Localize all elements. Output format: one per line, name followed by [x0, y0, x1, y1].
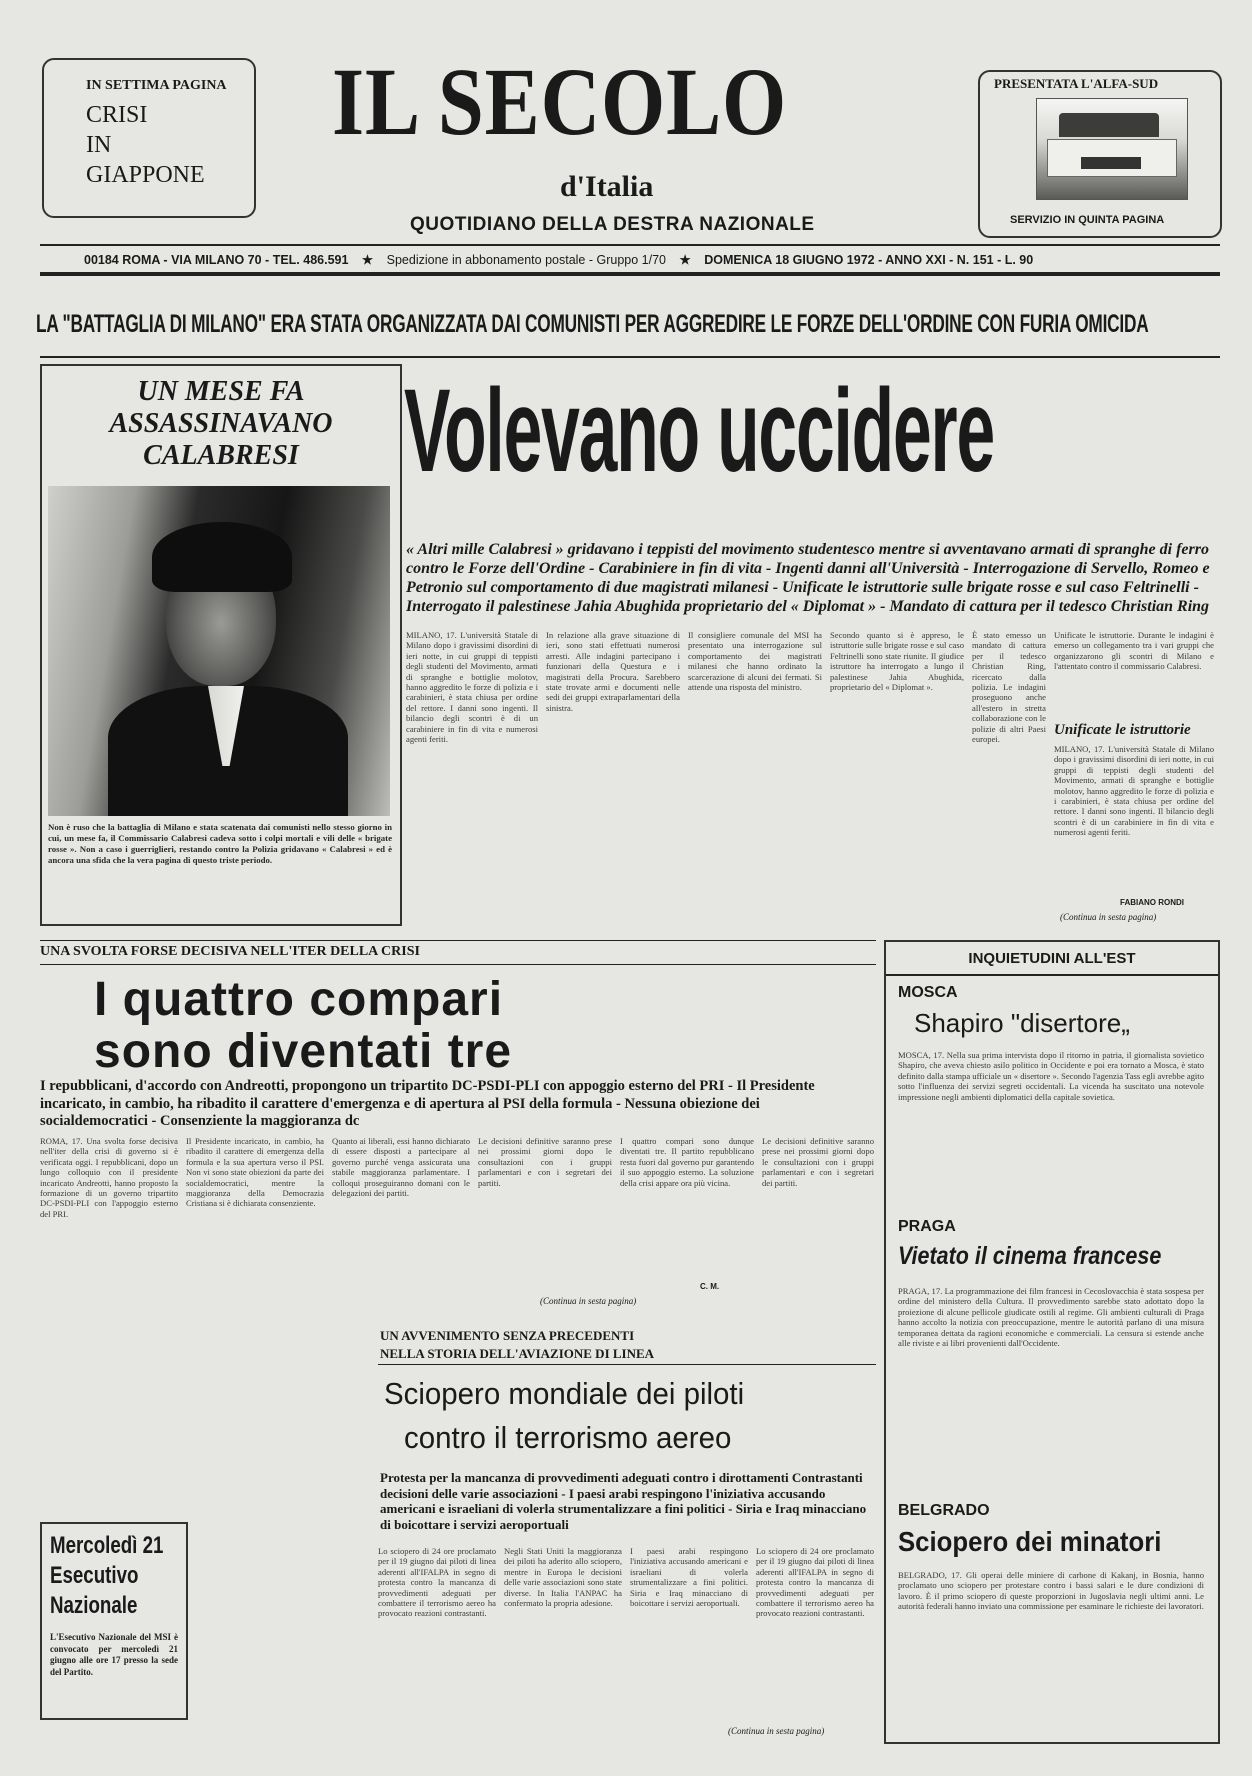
info-bar [84, 252, 1224, 267]
main-col-1: MILANO, 17. L'università Statale di Milano dopo i gravissimi disordini di ieri notte, in cui gruppi di teppisti degli studenti del Movimento, armati di spranghe e bottiglie molotov, hanno aggredito le forze di polizia e i carabinieri, è stata chiusa per ordine del rettore. I danni sono ingenti. Il bilancio degli scontri è di un carabiniere in fin di vita e numerosi agenti feriti. [406, 630, 538, 745]
main-col-6b: MILANO, 17. L'università Statale di Milano dopo i gravissimi disordini di ieri notte, in cui gruppi di teppisti degli studenti del Movimento, armati di spranghe e bottiglie molotov, hanno aggredito le forze di polizia e i carabinieri, è stata chiusa per ordine del rettore. I danni sono ingenti. Il bilancio degli scontri è di un carabiniere in fin di vita e numerosi agenti feriti. [1054, 744, 1214, 838]
masthead-title: IL SECOLO [332, 48, 788, 155]
belgrado-text: BELGRADO, 17. Gli operai delle miniere di carbone di Kakanj, in Bosnia, hanno proclamato uno sciopero per protestare contro i bassi salari e le dure condizioni di lavoro. È il primo sciopero di queste proporzioni in Jugoslavia negli ultimi anni. Le autorità federali hanno inviato una commissione per esaminare le richieste dei lavoratori. [898, 1570, 1204, 1612]
pilots-kicker-2: NELLA STORIA DELL'AVIAZIONE DI LINEA [380, 1346, 655, 1361]
mosca-text: MOSCA, 17. Nella sua prima intervista dopo il ritorno in patria, il giornalista sovietico Shapiro, che aveva chiesto asilo politico in Occidente e poi era tornato a Mosca, è stato definito dalla stampa ufficiale un « disertore ». Secondo l'agenzia Tass egli avrebbe agito sotto l'influenza dei servizi segreti occidentali. La vicenda ha suscitato una notevole impressione negli ambienti diplomatici della capitale sovietica. [898, 1050, 1204, 1102]
main-col-3: Il consigliere comunale del MSI ha presentato una interrogazione sul comportamento dei magistrati milanesi che hanno ordinato la scarcerazione di alcuni dei fermati. Si attende una risposta del ministro. [688, 630, 822, 693]
masthead-subtitle: d'Italia [560, 170, 654, 203]
pilots-lead: Protesta per la mancanza di provvedimenti adeguati contro i dirottamenti Contrastanti decisioni delle varie associazioni - I paesi arabi respingono l'iniziativa accusando americani e israeliani di volerla strumentalizzare a fini politici - Siria e Iraq minacciano di boicottare i servizi aeroportuali [380, 1470, 867, 1532]
mercoledi-title-3: Nazionale [50, 1592, 138, 1619]
star-icon: ★ [361, 253, 374, 267]
right-teaser-box[interactable] [978, 70, 1222, 238]
star-icon: ★ [679, 253, 691, 267]
pilots-col-4: Lo sciopero di 24 ore proclamato per il 19 giugno dai piloti di linea aderenti all'IFALPA in segno di protesta contro la mancanza di provvedimenti adeguati per combattere il terrorismo aereo ha provocato reazioni contrastanti. [756, 1546, 874, 1619]
left-teaser-line1: CRISI [86, 102, 148, 128]
belgrado-city: BELGRADO [898, 1502, 990, 1519]
praga-headline: Vietato il cinema francese [898, 1242, 1162, 1270]
info-bar-top-rule [40, 244, 1220, 246]
crisis-kicker: UNA SVOLTA FORSE DECISIVA NELL'ITER DELLA CRISI [40, 944, 420, 959]
pilots-kicker-1: UN AVVENIMENTO SENZA PRECEDENTI [380, 1328, 635, 1343]
main-signature: FABIANO RONDI [1120, 898, 1184, 907]
crisis-signature: C. M. [700, 1282, 720, 1291]
right-teaser-kicker: PRESENTATA L'ALFA-SUD [994, 76, 1159, 91]
photo-hair [152, 522, 292, 592]
praga-city: PRAGA [898, 1218, 956, 1235]
info-bar-bottom-rule [40, 272, 1220, 276]
est-header: INQUIETUDINI ALL'EST [968, 950, 1136, 967]
crisis-col-5: Le decisioni definitive saranno prese nei prossimi giorni dopo le consultazioni con i gruppi parlamentari e con i segretari dei partiti. [478, 1136, 612, 1188]
pilots-headline-2: contro il terrorismo aereo [404, 1420, 732, 1455]
car-grille [1081, 157, 1141, 169]
pilots-continue: (Continua in sesta pagina) [728, 1726, 825, 1736]
left-teaser-line3: GIAPPONE [86, 162, 205, 188]
main-col-5: È stato emesso un mandato di cattura per il tedesco Christian Ring, ricercato dalla polizia. Le indagini proseguono anche all'estero in stretta collaborazione con le polizie di altri Paesi europei. [972, 630, 1046, 745]
left-teaser-box[interactable] [42, 58, 256, 218]
mercoledi-title-1: Mercoledì 21 [50, 1532, 164, 1559]
crisis-headline-2: sono diventati tre [94, 1025, 513, 1078]
banner-headline: LA "BATTAGLIA DI MILANO" ERA STATA ORGANIZZATA DAI COMUNISTI PER AGGREDIRE LE FORZE DELL'ORDINE CON FURIA OMICIDA [36, 310, 1149, 338]
pilots-kicker-rule [378, 1364, 876, 1365]
crisis-top-rule [40, 940, 876, 941]
est-header-rule [886, 974, 1218, 976]
calabresi-photo [48, 486, 390, 816]
calabresi-headline-3: CALABRESI [143, 440, 299, 471]
praga-text: PRAGA, 17. La programmazione dei film francesi in Cecoslovacchia è stata sospesa per ordine del ministero della Cultura. Il provvedimento sarebbe stato adottato dopo la proiezione di alcune pellicole giudicate ostili al regime. Gli ambienti culturali di Praga hanno accolto la notizia con preoccupazione, mentre le autorità parlano di una misura temporanea dettata da ragioni economiche e commerciali. La censura si estende anche alle riviste e ai libri provenienti dall'Occidente. [898, 1286, 1204, 1349]
main-col-4: Secondo quanto si è appreso, le istruttorie sulle brigate rosse e sul caso Feltrinelli sono state riunite. Il giudice istruttore ha interrogato a lungo il palestinese Jahia Abughida, proprietario del « Diplomat ». [830, 630, 964, 693]
info-date: DOMENICA 18 GIUGNO 1972 - ANNO XXI - N. 151 - L. 90 [704, 253, 1034, 267]
main-headline: Volevano uccidere [404, 365, 994, 497]
info-address: 00184 ROMA - VIA MILANO 70 - TEL. 486.591 [84, 253, 349, 267]
crisis-col-7: Le decisioni definitive saranno prese nei prossimi giorni dopo le consultazioni con i gruppi parlamentari e con i segretari dei partiti. [762, 1136, 874, 1188]
crisis-headline-1: I quattro compari [94, 973, 504, 1026]
mosca-headline: Shapiro "disertore„ [914, 1008, 1130, 1038]
pilots-col-1: Lo sciopero di 24 ore proclamato per il 19 giugno dai piloti di linea aderenti all'IFALPA in segno di protesta contro la mancanza di provvedimenti adeguati per combattere il terrorismo aereo ha provocato reazioni contrastanti. [378, 1546, 496, 1619]
mercoledi-box[interactable] [40, 1522, 188, 1720]
crisis-lead: I repubblicani, d'accordo con Andreotti, propongono un tripartito DC-PSDI-PLI con appoggio esterno del PRI - Il Presidente incaricato, in cambio, ha ribadito il carattere d'emergenza e di apertura al PSI della formula - Nessuna obiezione dei socialdemocratici - Consenziente la maggioranza dc [40, 1078, 815, 1129]
crisis-col-3: Quanto ai liberali, essi hanno dichiarato di essere disposti a partecipare al governo purché venga assicurata una stabile maggioranza parlamentare. I colloqui proseguiranno domani con le delegazioni dei partiti. [332, 1136, 470, 1199]
calabresi-headline-1: UN MESE FA [137, 376, 305, 407]
calabresi-box[interactable] [40, 364, 402, 926]
main-subhead: Unificate le istruttorie [1054, 722, 1191, 738]
left-teaser-kicker: IN SETTIMA PAGINA [86, 78, 227, 93]
pilots-headline-1: Sciopero mondiale dei piloti [384, 1376, 745, 1411]
masthead-tagline: QUOTIDIANO DELLA DESTRA NAZIONALE [410, 214, 815, 235]
crisis-kicker-rule [40, 964, 876, 965]
crisis-col-1: ROMA, 17. Una svolta forse decisiva nell'iter della crisi di governo si è verificata oggi. I repubblicani, dopo un lungo colloquio con il presidente incaricato Andreotti, hanno proposto la formazione di un governo tripartito DC-PSDI-PLI con l'appoggio esterno del PRI. [40, 1136, 178, 1219]
pilots-col-2: Negli Stati Uniti la maggioranza dei piloti ha aderito allo sciopero, mentre in Europa le decisioni delle varie associazioni sono state diverse. In Italia l'ANPAC ha confermato la propria adesione. [504, 1546, 622, 1609]
belgrado-headline: Sciopero dei minatori [898, 1526, 1162, 1557]
car-photo [1036, 98, 1188, 200]
calabresi-caption: Non è ruso che la battaglia di Milano e stata scatenata dai comunisti nello stesso giorno in cui, un mese fa, il Commissario Calabresi cadeva sotto i colpi mortali e vili delle « brigate rosse ». Non a caso i guerriglieri, restando contro la Polizia gridavano « Calabresi » ed è ancora una sfida che la vera pagina di questo triste periodo. [48, 822, 392, 865]
main-col-6: Unificate le istruttorie. Durante le indagini è emerso un collegamento tra i vari gruppi che organizzarono gli scontri di Milano e l'attentato contro il commissario Calabresi. [1054, 630, 1214, 672]
main-continue: (Continua in sesta pagina) [1060, 912, 1157, 922]
mercoledi-text: L'Esecutivo Nazionale del MSI è convocato per mercoledì 21 giugno alle ore 17 presso la sede del Partito. [50, 1632, 178, 1677]
crisis-col-6: I quattro compari sono dunque diventati tre. Il partito repubblicano resta fuori dal governo pur garantendo il suo appoggio esterno. La soluzione della crisi appare ora più vicina. [620, 1136, 754, 1188]
info-postal: Spedizione in abbonamento postale - Gruppo 1/70 [386, 253, 666, 267]
est-box[interactable] [884, 940, 1220, 1744]
mercoledi-title-2: Esecutivo [50, 1562, 139, 1589]
crisis-col-2: Il Presidente incaricato, in cambio, ha ribadito il carattere di emergenza della formula e la sua apertura verso il PSI. Non vi sono state obiezioni da parte dei socialdemocratici, mentre la maggioranza della Democrazia Cristiana si è dichiarata consenziente. [186, 1136, 324, 1209]
car-windshield [1059, 113, 1159, 137]
main-col-2: In relazione alla grave situazione di ieri, sono stati effettuati numerosi arresti. Alle indagini partecipano i funzionari della Questura e i magistrati della Procura. Sarebbero state trovate armi e documenti nelle sedi dei gruppi extraparlamentari della sinistra. [546, 630, 680, 713]
left-teaser-line2: IN [86, 132, 112, 158]
crisis-continue: (Continua in sesta pagina) [540, 1296, 637, 1306]
pilots-col-3: I paesi arabi respingono l'iniziativa accusando americani e israeliani di volerla strumentalizzare a fini politici. Siria e Iraq minacciano di boicottare i servizi aeroportuali. [630, 1546, 748, 1609]
calabresi-headline-2: ASSASSINAVANO [109, 408, 333, 439]
main-lead: « Altri mille Calabresi » gridavano i teppisti del movimento studentesco mentre si avventavano armati di spranghe di ferro contro le Forze dell'Ordine - Carabiniere in fin di vita - Ingenti danni all'Università - Interrogazione di Servello, Romeo e Petronio sul comportamento di due magistrati milanesi - Unificate le istruttorie sulle brigate rosse e sul caso Feltrinelli - Interrogato il palestinese Jahia Abughida proprietario del « Diplomat » - Mandato di cattura per il tedesco Christian Ring [406, 541, 1210, 615]
right-teaser-caption: SERVIZIO IN QUINTA PAGINA [1010, 214, 1165, 226]
mosca-city: MOSCA [898, 984, 958, 1001]
